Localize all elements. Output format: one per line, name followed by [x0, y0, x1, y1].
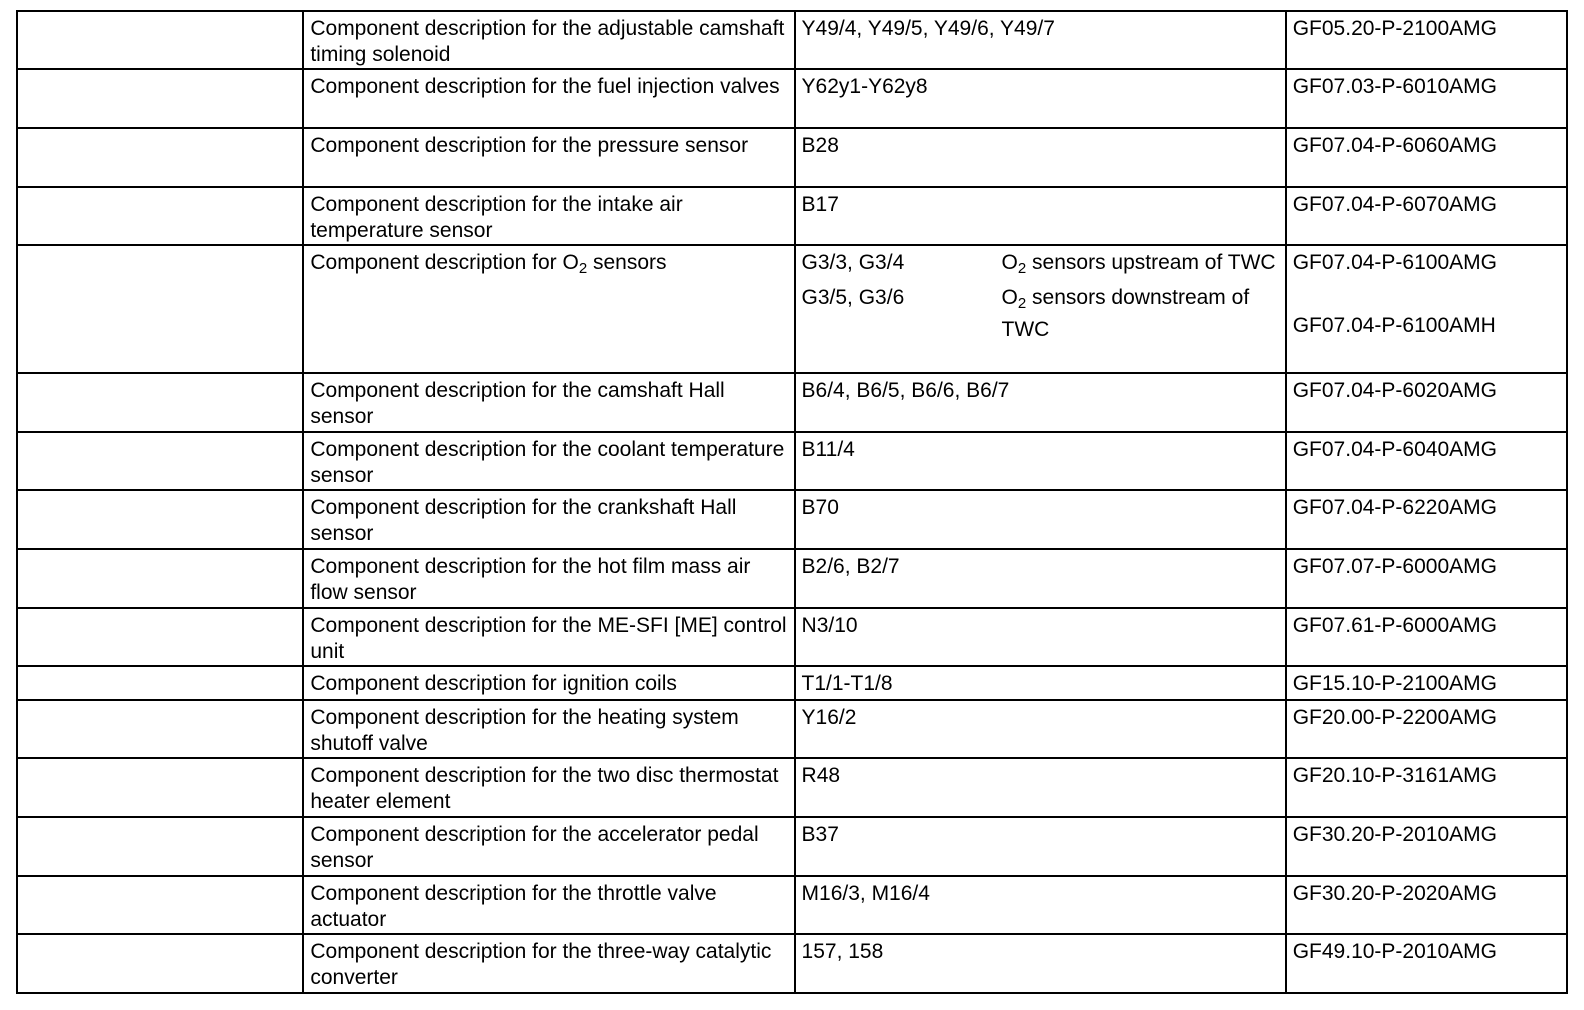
doc-cell: [1286, 245, 1567, 373]
blank-cell: [17, 490, 303, 549]
blank-cell: [17, 245, 303, 373]
table-row: [17, 432, 1567, 490]
table-row: [17, 666, 1567, 700]
description-cell: Component description for the accelerator pedal sensor: [303, 817, 794, 876]
description-text: Component description for O: [310, 251, 579, 274]
doc-cell[interactable]: GF05.20-P-2100AMG: [1286, 11, 1567, 69]
codes-cell: B17: [795, 187, 1286, 245]
description-cell: Component description for the pressure sensor: [303, 128, 794, 187]
doc-cell[interactable]: GF07.07-P-6000AMG: [1286, 549, 1567, 608]
table-row: [17, 69, 1567, 128]
description-cell: Component description for the three-way catalytic converter: [303, 934, 794, 993]
doc-cell[interactable]: GF30.20-P-2020AMG: [1286, 876, 1567, 934]
table-row: [17, 549, 1567, 608]
doc-link[interactable]: GF07.04-P-6100AMG: [1292, 251, 1497, 274]
description-cell: Component description for the heating system shutoff valve: [303, 700, 794, 758]
doc-cell[interactable]: GF07.04-P-6020AMG: [1286, 373, 1567, 432]
blank-cell: [17, 432, 303, 490]
doc-cell[interactable]: GF07.04-P-6220AMG: [1286, 490, 1567, 549]
codes-cell: B37: [795, 817, 1286, 876]
code-subline: [802, 250, 1279, 285]
description-cell: Component description for the intake air temperature sensor: [303, 187, 794, 245]
codes-cell: Y49/4, Y49/5, Y49/6, Y49/7: [795, 11, 1286, 69]
codes-cell: B11/4: [795, 432, 1286, 490]
table-row: [17, 934, 1567, 993]
document-page: [16, 10, 1568, 994]
codes-text: G3/5, G3/6: [801, 286, 905, 309]
table-row: [17, 758, 1567, 817]
description-cell: Component description for the fuel injection valves: [303, 69, 794, 128]
codes-cell: B2/6, B2/7: [795, 549, 1286, 608]
description-cell: Component description for the two disc thermostat heater element: [303, 758, 794, 817]
codes-cell: N3/10: [795, 608, 1286, 666]
description-cell: Component description for the coolant temperature sensor: [303, 432, 794, 490]
subscript-text: 2: [578, 260, 588, 277]
codes-text: G3/3, G3/4: [801, 251, 905, 274]
description-cell: Component description for the adjustable camshaft timing solenoid: [303, 11, 794, 69]
codes-cell: T1/1-T1/8: [795, 666, 1286, 700]
codes-cell: 157, 158: [795, 934, 1286, 993]
code-subline: [802, 285, 1279, 352]
table-row: [17, 876, 1567, 934]
table-row: [17, 187, 1567, 245]
doc-cell[interactable]: GF07.04-P-6040AMG: [1286, 432, 1567, 490]
blank-cell: [17, 934, 303, 993]
blank-cell: [17, 11, 303, 69]
codes-cell: B28: [795, 128, 1286, 187]
doc-link[interactable]: GF07.04-P-6100AMH: [1292, 314, 1496, 337]
blank-cell: [17, 69, 303, 128]
blank-cell: [17, 666, 303, 700]
description-cell: Component description for the ME-SFI [ME] control unit: [303, 608, 794, 666]
note-text: $O_2$ sensors downstream of TWC: [1001, 286, 1250, 341]
table-row-o2-sensors: [17, 245, 1567, 373]
description-cell: Component description for the throttle valve actuator: [303, 876, 794, 934]
blank-cell: [17, 758, 303, 817]
blank-cell: [17, 187, 303, 245]
doc-cell[interactable]: GF15.10-P-2100AMG: [1286, 666, 1567, 700]
doc-cell[interactable]: GF49.10-P-2010AMG: [1286, 934, 1567, 993]
blank-cell: [17, 373, 303, 432]
note-text: $O_2$ sensors upstream of TWC: [1001, 251, 1276, 277]
table-row: [17, 608, 1567, 666]
codes-cell: B70: [795, 490, 1286, 549]
codes-cell: B6/4, B6/5, B6/6, B6/7: [795, 373, 1286, 432]
doc-cell[interactable]: GF07.04-P-6060AMG: [1286, 128, 1567, 187]
table-row: [17, 373, 1567, 432]
table-row: [17, 11, 1567, 69]
doc-cell[interactable]: GF20.10-P-3161AMG: [1286, 758, 1567, 817]
description-cell: Component description for the hot film mass air flow sensor: [303, 549, 794, 608]
doc-cell[interactable]: GF07.61-P-6000AMG: [1286, 608, 1567, 666]
codes-cell: M16/3, M16/4: [795, 876, 1286, 934]
description-cell: Component description for the crankshaft Hall sensor: [303, 490, 794, 549]
component-table: [16, 10, 1568, 994]
codes-cell: Y62y1-Y62y8: [795, 69, 1286, 128]
description-cell: Component description for the camshaft Hall sensor: [303, 373, 794, 432]
table-row: [17, 817, 1567, 876]
table-row: [17, 128, 1567, 187]
codes-cell: R48: [795, 758, 1286, 817]
blank-cell: [17, 128, 303, 187]
description-text: sensors: [587, 251, 667, 274]
doc-cell[interactable]: GF07.03-P-6010AMG: [1286, 69, 1567, 128]
blank-cell: [17, 608, 303, 666]
doc-cell[interactable]: GF30.20-P-2010AMG: [1286, 817, 1567, 876]
blank-cell: [17, 700, 303, 758]
codes-cell: [795, 245, 1286, 373]
table-row: [17, 700, 1567, 758]
blank-cell: [17, 817, 303, 876]
blank-cell: [17, 876, 303, 934]
table-row: [17, 490, 1567, 549]
blank-cell: [17, 549, 303, 608]
doc-cell[interactable]: GF07.04-P-6070AMG: [1286, 187, 1567, 245]
codes-cell: Y16/2: [795, 700, 1286, 758]
doc-cell[interactable]: GF20.00-P-2200AMG: [1286, 700, 1567, 758]
description-cell: [303, 245, 794, 373]
description-cell: Component description for ignition coils: [303, 666, 794, 700]
